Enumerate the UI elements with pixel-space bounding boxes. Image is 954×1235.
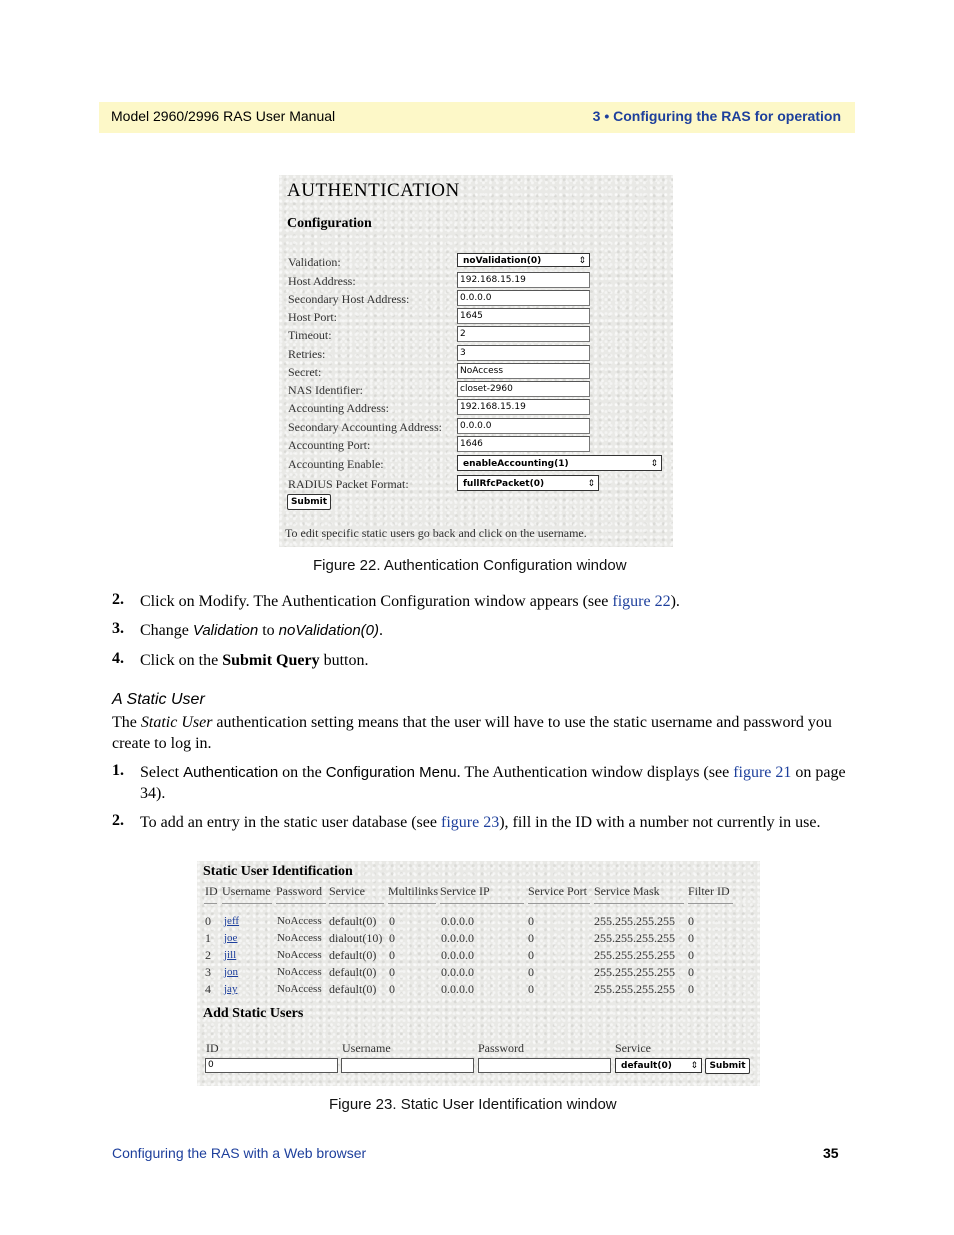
field-label: Retries:: [288, 347, 326, 361]
accounting-port-input[interactable]: 1646: [457, 436, 590, 452]
field-row-accounting-port: [288, 436, 668, 454]
field-label: Validation:: [288, 255, 341, 269]
field-label: Accounting Port:: [288, 438, 371, 452]
submit-button[interactable]: Submit: [287, 494, 331, 510]
col-header-filter-id: Filter ID: [688, 884, 730, 898]
figure-22-caption: Figure 22. Authentication Configuration window: [313, 557, 627, 574]
nas-identifier-input[interactable]: closet-2960: [457, 381, 590, 397]
field-label: Secondary Host Address:: [288, 292, 410, 306]
static-user-window-screenshot: Static User Identification ID Username Password Service Multilinks Service IP Service Port Service Mask Filter ID 0 jeff NoAccess default(0) 0 0.0.0.0 0 255.255.255.255 0 1 joe NoAccess dialout(10) 0 0.0.0.0 0 255.255.255.255 0 2 jill NoAccess default(0) 0 0.0.0.0 0 255.255.255.255 0 3 jon NoAccess default(0) 0 0.0.0.0 0 255.255.255.255 0 4 jay NoAccess default(0) 0 0.0.0.0 0 255.255.255.255 0 Add Static Users ID Username Password Service 0 default(0) ⇕ Submit: [197, 861, 760, 1086]
col-header-username: Username: [222, 884, 271, 898]
field-label: Secondary Accounting Address:: [288, 420, 442, 434]
running-header: [99, 102, 855, 133]
secondary-accounting-address-input[interactable]: 0.0.0.0: [457, 418, 590, 434]
field-row-host-address: [288, 272, 668, 290]
add-id-label: ID: [206, 1041, 219, 1055]
radius-packet-format-select[interactable]: fullRfcPacket(0) ⇕: [457, 475, 599, 491]
field-row-timeout: [288, 326, 668, 344]
add-service-select[interactable]: default(0) ⇕: [615, 1058, 702, 1073]
header-underline: [688, 903, 733, 904]
field-row-validation: [288, 253, 668, 271]
accounting-address-input[interactable]: 192.168.15.19: [457, 399, 590, 415]
username-link[interactable]: joe: [224, 932, 238, 944]
header-underline: [594, 903, 684, 904]
secret-input[interactable]: NoAccess: [457, 363, 590, 379]
add-submit-button[interactable]: Submit: [705, 1058, 750, 1074]
add-password-label: Password: [478, 1041, 525, 1055]
header-underline: [528, 903, 590, 904]
header-underline: [276, 903, 326, 904]
col-header-service-mask: Service Mask: [594, 884, 660, 898]
field-row-host-port: [288, 308, 668, 326]
host-port-input[interactable]: 1645: [457, 308, 590, 324]
field-row-secret: [288, 363, 668, 381]
col-header-password: Password: [276, 884, 323, 898]
auth-title: AUTHENTICATION: [287, 180, 460, 201]
updown-arrow-icon: ⇕: [650, 459, 658, 469]
updown-arrow-icon: ⇕: [587, 479, 595, 489]
header-chapter-title: 3 • Configuring the RAS for operation: [592, 108, 841, 124]
section-heading-static-user: A Static User: [112, 691, 205, 708]
figure-21-link[interactable]: figure 21: [733, 764, 792, 781]
username-link[interactable]: jon: [224, 966, 239, 978]
col-header-multilinks: Multilinks: [388, 884, 439, 898]
add-password-input[interactable]: [478, 1058, 611, 1073]
field-label: Accounting Enable:: [288, 457, 384, 471]
add-username-input[interactable]: [341, 1058, 474, 1073]
authentication-window-screenshot: [279, 175, 673, 547]
username-link[interactable]: jill: [224, 949, 237, 961]
username-link[interactable]: jay: [224, 983, 238, 995]
add-id-input[interactable]: 0: [205, 1058, 338, 1073]
host-address-input[interactable]: 192.168.15.19: [457, 272, 590, 288]
field-label: Timeout:: [288, 328, 332, 342]
col-header-service: Service: [329, 884, 365, 898]
field-label: Accounting Address:: [288, 401, 389, 415]
field-row-secondary-host: [288, 290, 668, 308]
header-underline: [204, 903, 217, 904]
auth-subtitle: Configuration: [287, 216, 372, 231]
figure-22-link[interactable]: figure 22: [612, 593, 671, 610]
col-header-id: ID: [205, 884, 218, 898]
field-row-secondary-accounting: [288, 418, 668, 436]
field-label: Host Port:: [288, 310, 338, 324]
field-row-accounting-enable: [288, 455, 668, 473]
validation-select[interactable]: noValidation(0) ⇕: [457, 253, 590, 267]
field-label: NAS Identifier:: [288, 383, 363, 397]
add-username-label: Username: [342, 1041, 391, 1055]
figure-23-caption: Figure 23. Static User Identification window: [329, 1096, 617, 1113]
auth-edit-note: To edit specific static users go back and click on the username.: [285, 526, 587, 540]
figure-23-link[interactable]: figure 23: [440, 814, 500, 831]
header-underline: [388, 903, 436, 904]
page-number: 35: [823, 1145, 839, 1161]
updown-arrow-icon: ⇕: [690, 1061, 698, 1071]
footer-section-title: Configuring the RAS with a Web browser: [112, 1145, 367, 1161]
field-label: Secret:: [288, 365, 322, 379]
timeout-input[interactable]: 2: [457, 326, 590, 342]
header-manual-title: Model 2960/2996 RAS User Manual: [111, 108, 336, 124]
add-service-label: Service: [615, 1041, 651, 1055]
field-row-radius-format: [288, 475, 668, 493]
static-user-title: Static User Identification: [203, 864, 353, 879]
col-header-service-ip: Service IP: [440, 884, 490, 898]
add-static-users-title: Add Static Users: [203, 1006, 304, 1021]
retries-input[interactable]: 3: [457, 345, 590, 361]
field-row-accounting-address: [288, 399, 668, 417]
header-underline: [440, 903, 524, 904]
static-user-paragraph: The Static User authentication setting means that the user will have to use the static username and password you create to log in.: [112, 714, 832, 752]
secondary-host-address-input[interactable]: 0.0.0.0: [457, 290, 590, 306]
col-header-service-port: Service Port: [528, 884, 587, 898]
field-label: RADIUS Packet Format:: [288, 477, 409, 491]
header-underline: [222, 903, 272, 904]
updown-arrow-icon: ⇕: [578, 256, 586, 266]
field-row-retries: [288, 345, 668, 363]
accounting-enable-select[interactable]: enableAccounting(1) ⇕: [457, 455, 662, 471]
field-row-nas-identifier: [288, 381, 668, 399]
header-underline: [329, 903, 384, 904]
field-label: Host Address:: [288, 274, 356, 288]
username-link[interactable]: jeff: [224, 915, 240, 927]
